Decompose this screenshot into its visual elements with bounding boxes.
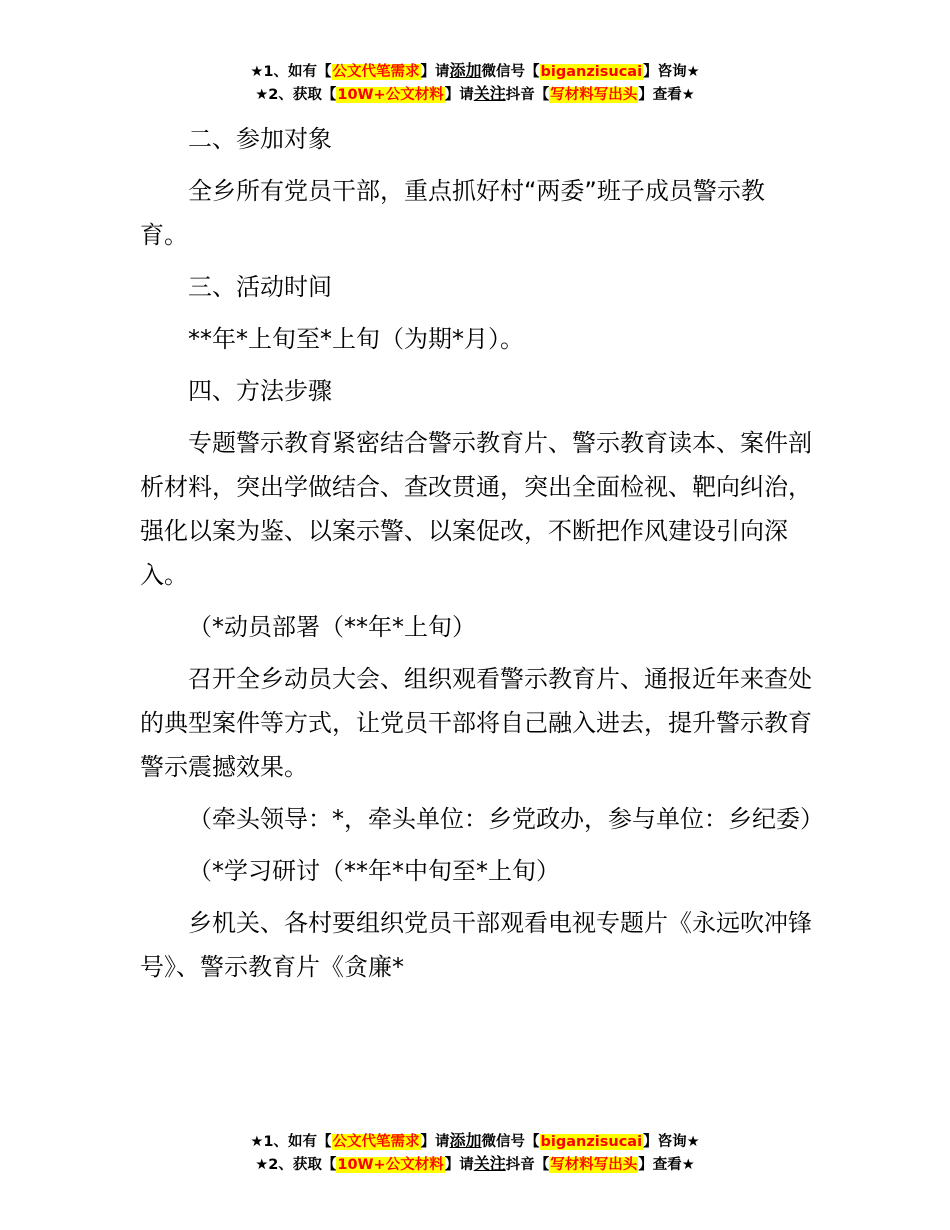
banner-highlight: biganzisucai (540, 1134, 643, 1150)
paragraph: 召开全乡动员大会、组织观看警示教育片、通报近年来查处的典型案件等方式，让党员干部将自己融入进去，提升警示教育警示震撼效果。 (140, 665, 812, 781)
banner-text: 抖音【 (505, 1157, 550, 1173)
banner-text: 】请 (444, 1157, 474, 1173)
banner-text: ★2、获取【 (255, 87, 337, 103)
document-body (140, 117, 824, 997)
section-heading: 三、活动时间 (188, 273, 332, 301)
banner-highlight: 10W+公文材料 (337, 1157, 444, 1173)
banner-text: 微信号【 (481, 1134, 540, 1150)
banner-highlight: 写材料写出头 (550, 1157, 638, 1173)
footer-banner (0, 1130, 950, 1176)
banner-underline: 添加 (449, 1131, 482, 1150)
banner-text: 】查看★ (638, 87, 695, 103)
header-banner (0, 60, 950, 106)
banner-text: 】请 (444, 87, 474, 103)
banner-text: 微信号【 (481, 64, 540, 80)
banner-highlight: biganzisucai (540, 64, 643, 80)
banner-line-2 (0, 83, 950, 106)
banner-text: ★2、获取【 (255, 1157, 337, 1173)
banner-text: 】查看★ (638, 1157, 695, 1173)
paragraph: 专题警示教育紧密结合警示教育片、警示教育读本、案件剖析材料，突出学做结合、查改贯通，突出全面检视、靶向纠治，强化以案为鉴、以案示警、以案促改，不断把作风建设引向深入。 (140, 429, 812, 589)
banner-text: 】咨询★ (643, 64, 700, 80)
paragraph: 乡机关、各村要组织党员干部观看电视专题片《永远吹冲锋号》、警示教育片《贪廉* (140, 909, 812, 981)
banner-line-1 (0, 1130, 950, 1153)
banner-text: ★1、如有【 (250, 64, 332, 80)
banner-text: ★1、如有【 (250, 1134, 332, 1150)
banner-text: 】请 (420, 64, 450, 80)
banner-highlight: 公文代笔需求 (332, 1134, 420, 1150)
banner-underline: 关注 (473, 1154, 506, 1173)
sub-heading: （*学习研讨（**年*中旬至*上旬） (188, 857, 560, 885)
banner-line-1 (0, 60, 950, 83)
paragraph: **年*上旬至*上旬（为期*月）。 (188, 325, 524, 353)
section-heading: 四、方法步骤 (188, 377, 332, 405)
banner-text: 抖音【 (505, 87, 550, 103)
section-heading: 二、参加对象 (188, 125, 332, 153)
banner-underline: 关注 (473, 84, 506, 103)
banner-highlight: 写材料写出头 (550, 87, 638, 103)
sub-heading: （*动员部署（**年*上旬） (188, 613, 476, 641)
paragraph: 全乡所有党员干部，重点抓好村“两委”班子成员警示教育。 (140, 177, 765, 249)
banner-highlight: 公文代笔需求 (332, 64, 420, 80)
banner-underline: 添加 (449, 61, 482, 80)
paragraph: （牵头领导：*，牵头单位：乡党政办，参与单位：乡纪委） (188, 805, 824, 833)
banner-text: 】请 (420, 1134, 450, 1150)
banner-highlight: 10W+公文材料 (337, 87, 444, 103)
banner-text: 】咨询★ (643, 1134, 700, 1150)
banner-line-2 (0, 1153, 950, 1176)
